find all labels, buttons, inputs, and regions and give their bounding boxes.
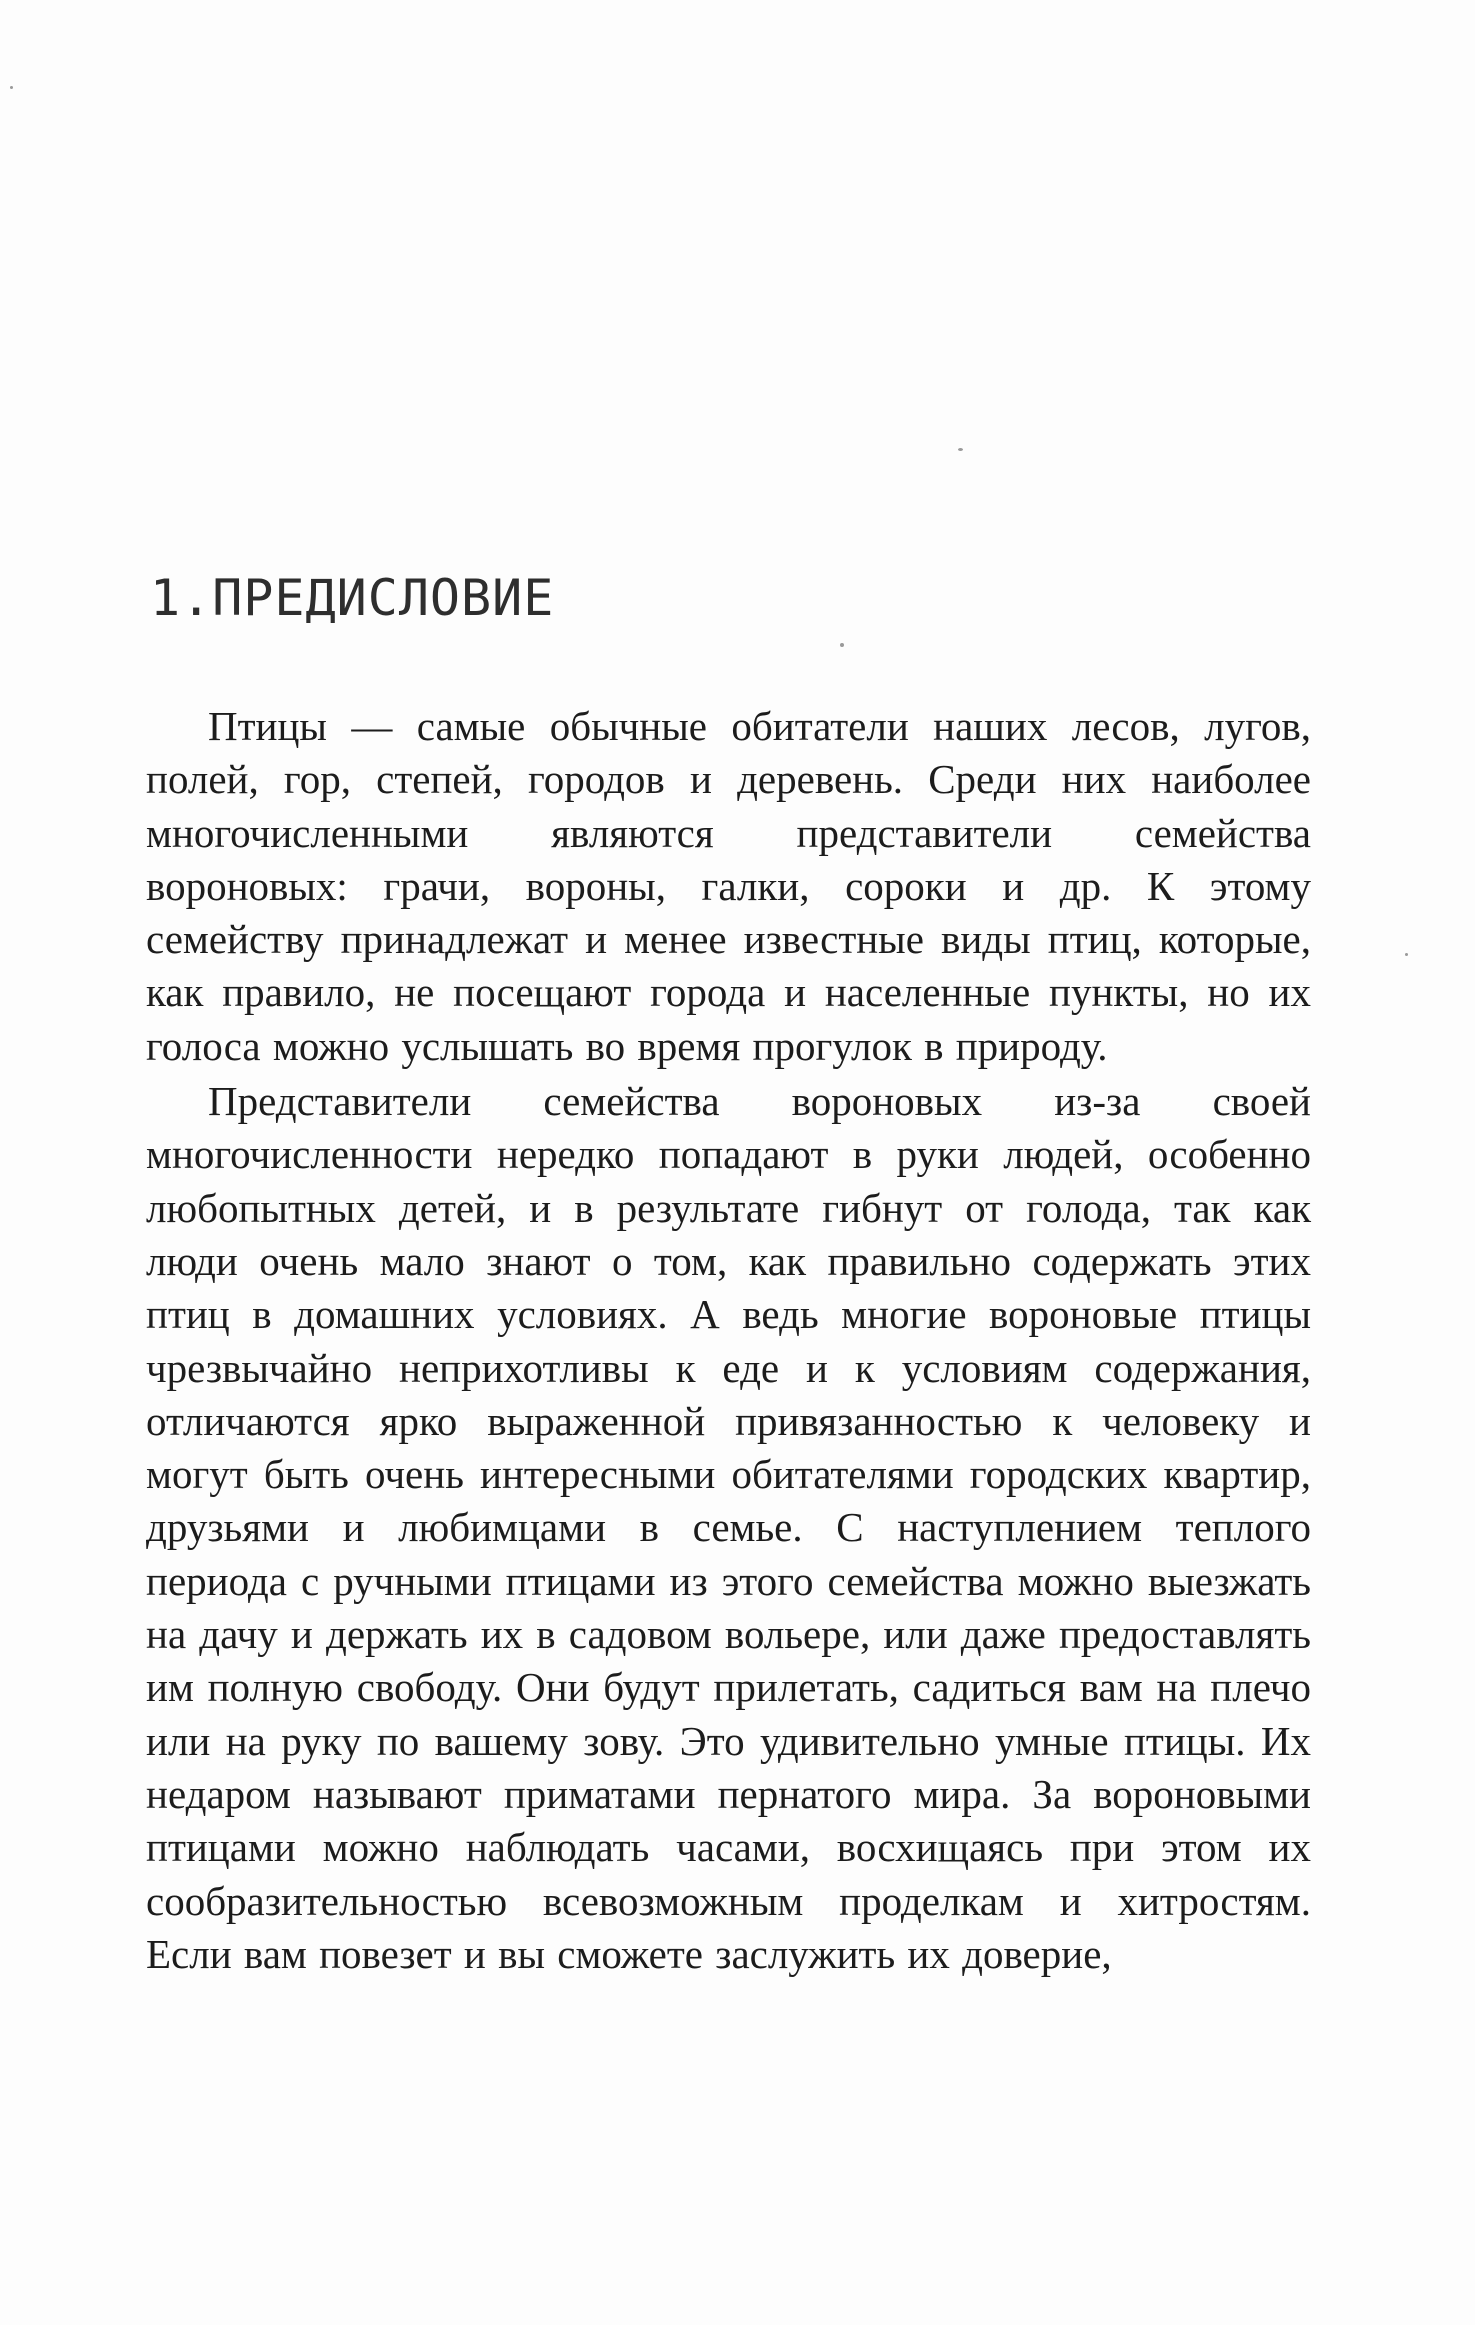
- scan-speck: [840, 643, 844, 647]
- paragraph: Представители семейства вороновых из-за своей многочисленности нередко попадают в руки людей, особенно любопытных детей, и в результате гибнут от голода, так как люди очень мало знают о том, как правильно содержать этих птиц в домашних условиях. А ведь многие вороновые птицы чрезвычайно неприхотливы к еде и к условиям содержания, отличаются ярко выраженной привязанностью к человеку и могут быть очень интересными обитателями городских квартир, друзьями и любимцами в семье. С наступлением теплого периода с ручными птицами из этого семейства можно выезжать на дачу и держать их в садовом вольере, или даже предоставлять им полную свободу. Они будут прилетать, садиться вам на плечо или на руку по вашему зову. Это удивительно умные птицы. Их недаром называют приматами пернатого мира. За вороновыми птицами можно наблюдать часами, восхищаясь при этом их сообразительностью всевозможным проделкам и хитростям. Если вам повезет и вы сможете заслужить их доверие,: [146, 1078, 1311, 1977]
- scan-speck: [958, 448, 963, 451]
- paragraph: Птицы — самые обычные обитатели наших лесов, лугов, полей, гор, степей, городов и деревень. Среди них наиболее многочисленными являются представители семейства вороновых: грачи, вороны, галки, сороки и др. К этому семейству принадлежат и менее известные виды птиц, которые, как правило, не посещают города и населенные пункты, но их голоса можно услышать во время прогулок в природу.: [146, 703, 1311, 1069]
- chapter-title: 1.ПРЕДИСЛОВИЕ: [150, 569, 555, 627]
- body-text: [146, 700, 1311, 1983]
- scan-speck: [10, 86, 13, 89]
- scan-speck: [1405, 953, 1408, 956]
